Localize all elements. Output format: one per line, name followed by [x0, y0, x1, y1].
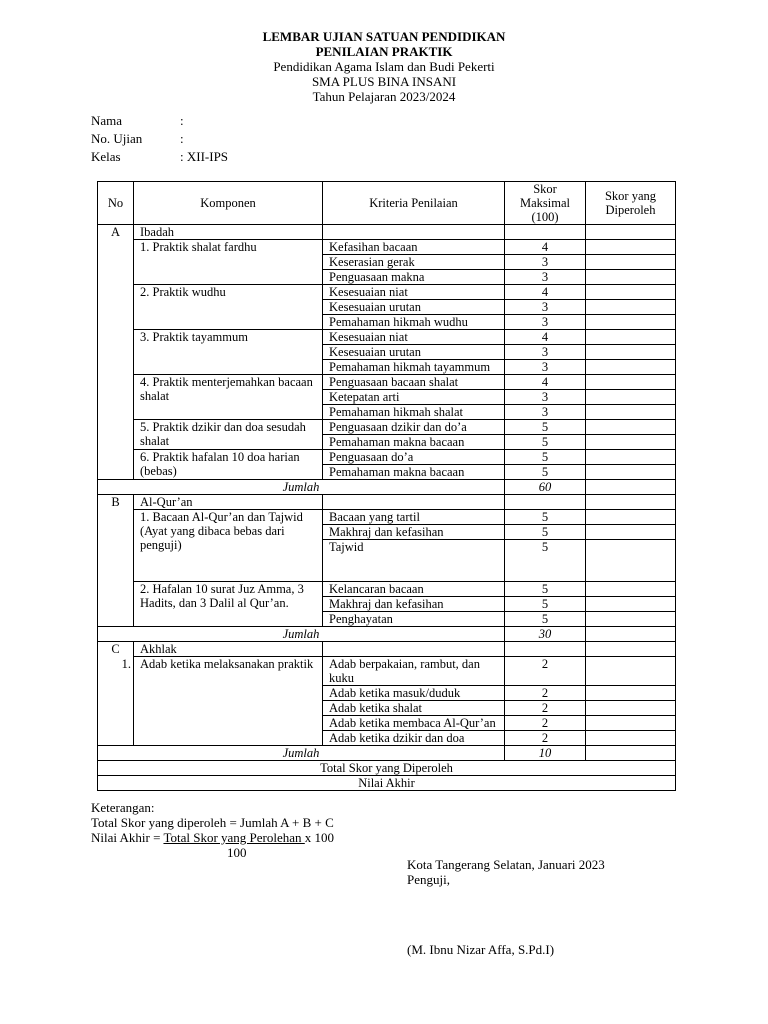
skor-max-cell: 5: [505, 597, 586, 612]
kriteria-cell: Penguasaan do’a: [323, 450, 505, 465]
score-input-cell[interactable]: [586, 746, 676, 761]
kriteria-cell: Makhraj dan kefasihan: [323, 597, 505, 612]
kriteria-cell: Penguasaan dzikir dan do’a: [323, 420, 505, 435]
notes-title: Keterangan:: [91, 800, 155, 815]
score-input-cell[interactable]: [586, 225, 676, 240]
kriteria-cell: Tajwid: [323, 540, 505, 582]
skor-max-cell: 3: [505, 405, 586, 420]
identity-block: [91, 112, 228, 166]
skor-max-cell: 2: [505, 701, 586, 716]
formula-denominator: 100: [227, 845, 247, 860]
table-cell: [323, 225, 505, 240]
komponen-cell: 6. Praktik hafalan 10 doa harian (bebas): [134, 450, 323, 480]
skor-max-cell: 5: [505, 435, 586, 450]
table-cell: [323, 495, 505, 510]
score-input-cell[interactable]: [586, 480, 676, 495]
komponen-cell: 2. Hafalan 10 surat Juz Amma, 3 Hadits, dan 3 Dalil al Qur’an.: [134, 582, 323, 627]
kriteria-cell: Kesesuaian niat: [323, 330, 505, 345]
komponen-cell: 5. Praktik dzikir dan doa sesudah shalat: [134, 420, 323, 450]
skor-max-cell: 2: [505, 657, 586, 686]
skor-max-cell: 5: [505, 612, 586, 627]
score-input-cell[interactable]: [586, 375, 676, 390]
nama-label: Nama: [91, 113, 123, 128]
kriteria-cell: Adab berpakaian, rambut, dan kuku: [323, 657, 505, 686]
table-row: [98, 270, 676, 285]
table-cell: [98, 240, 134, 465]
formula-numerator: Total Skor yang Perolehan: [163, 830, 305, 845]
section-number: B: [98, 495, 134, 510]
subtotal-label: Jumlah: [98, 627, 505, 642]
score-input-cell[interactable]: [586, 450, 676, 465]
subtotal-row: [98, 627, 676, 642]
skor-max-cell: 4: [505, 240, 586, 255]
kriteria-cell: Adab ketika membaca Al-Qur’an: [323, 716, 505, 731]
notes-formula-final: [91, 830, 334, 845]
komponen-note: (Ayat yang dibaca bebas dari penguji): [140, 524, 285, 552]
table-row: [98, 420, 676, 435]
score-input-cell[interactable]: [586, 360, 676, 375]
section-row: [98, 495, 676, 510]
notes-formula-total: Total Skor yang diperoleh = Jumlah A + B + C: [91, 815, 334, 830]
score-input-cell[interactable]: [586, 582, 676, 597]
noujian-label: No. Ujian: [91, 131, 143, 146]
formula-prefix: Nilai Akhir =: [91, 830, 164, 845]
score-input-cell[interactable]: [586, 495, 676, 510]
kriteria-cell: Penghayatan: [323, 612, 505, 627]
kriteria-cell: Adab ketika shalat: [323, 701, 505, 716]
score-input-cell[interactable]: [586, 612, 676, 627]
section-number: A: [98, 225, 134, 240]
score-input-cell[interactable]: [586, 657, 676, 686]
kriteria-cell: Pemahaman makna bacaan: [323, 465, 505, 480]
kriteria-cell: Pemahaman hikmah tayammum: [323, 360, 505, 375]
kriteria-cell: Kesesuaian niat: [323, 285, 505, 300]
section-number: C: [98, 642, 134, 657]
score-input-cell[interactable]: [586, 315, 676, 330]
score-input-cell[interactable]: [586, 510, 676, 525]
col-skor-max-header: Skor Maksimal (100): [505, 182, 586, 225]
subtotal-label: Jumlah: [98, 746, 505, 761]
col-skor-got-header: Skor yang Diperoleh: [586, 182, 676, 225]
score-input-cell[interactable]: [586, 270, 676, 285]
section-title: Akhlak: [134, 642, 323, 657]
komponen-cell: 1. Praktik shalat fardhu: [134, 240, 323, 255]
subtotal-value: 10: [505, 746, 586, 761]
table-cell: [98, 465, 134, 480]
skor-max-cell: 4: [505, 285, 586, 300]
score-input-cell[interactable]: [586, 435, 676, 450]
identity-row-noujian: [91, 130, 228, 148]
skor-max-cell: 5: [505, 525, 586, 540]
score-input-cell[interactable]: [586, 701, 676, 716]
item-number: 1.: [98, 657, 134, 746]
section-row: [98, 642, 676, 657]
table-header-row: [98, 182, 676, 225]
skor-max-cell: 2: [505, 686, 586, 701]
col-kriteria-header: Kriteria Penilaian: [323, 182, 505, 225]
subtotal-value: 30: [505, 627, 586, 642]
komponen-cell: 2. Praktik wudhu: [134, 285, 323, 330]
kelas-value: : XII-IPS: [180, 149, 229, 164]
komponen-cell: 3. Praktik tayammum: [134, 330, 323, 375]
header-year: Tahun Pelajaran 2023/2024: [312, 89, 456, 104]
skor-max-cell: 3: [505, 345, 586, 360]
kriteria-cell: Pemahaman makna bacaan: [323, 435, 505, 450]
final-score-row: [98, 776, 676, 791]
skor-max-cell: 5: [505, 582, 586, 597]
table-cell: [505, 225, 586, 240]
skor-max-cell: 3: [505, 360, 586, 375]
skor-max-cell: 4: [505, 375, 586, 390]
final-score-label: Nilai Akhir: [98, 776, 676, 791]
document-header: [0, 29, 768, 104]
table-cell: [505, 642, 586, 657]
formula-suffix: x 100: [304, 830, 335, 845]
score-input-cell[interactable]: [586, 300, 676, 315]
skor-max-cell: 3: [505, 315, 586, 330]
score-input-cell[interactable]: [586, 642, 676, 657]
signature-place-date: Kota Tangerang Selatan, Januari 2023: [407, 857, 605, 872]
header-title: LEMBAR UJIAN SATUAN PENDIDIKAN: [262, 29, 506, 44]
section-title: Al-Qur’an: [134, 495, 323, 510]
total-label: Total Skor yang Diperoleh: [98, 761, 676, 776]
assessment-table: [97, 181, 676, 791]
header-subtitle: PENILAIAN PRAKTIK: [315, 44, 453, 59]
table-row: [98, 285, 676, 300]
table-row: [98, 375, 676, 390]
skor-max-cell: 3: [505, 270, 586, 285]
subtotal-label: Jumlah: [98, 480, 505, 495]
score-input-cell[interactable]: [586, 345, 676, 360]
subtotal-row: [98, 480, 676, 495]
table-row: [98, 255, 676, 270]
kelas-label: Kelas: [91, 149, 121, 164]
score-input-cell[interactable]: [586, 731, 676, 746]
header-subject: Pendidikan Agama Islam dan Budi Pekerti: [273, 59, 495, 74]
kriteria-cell: Pemahaman hikmah shalat: [323, 405, 505, 420]
skor-max-cell: 4: [505, 330, 586, 345]
subtotal-row: [98, 746, 676, 761]
score-input-cell[interactable]: [586, 686, 676, 701]
score-input-cell[interactable]: [586, 627, 676, 642]
col-no-header: No: [98, 182, 134, 225]
kriteria-cell: Kesesuaian urutan: [323, 345, 505, 360]
header-school: SMA PLUS BINA INSANI: [311, 74, 457, 89]
komponen-text: 1. Bacaan Al-Qur’an dan Tajwid: [140, 510, 303, 524]
kriteria-cell: Adab ketika dzikir dan doa: [323, 731, 505, 746]
identity-row-kelas: [91, 148, 228, 166]
table-row: [98, 330, 676, 345]
score-input-cell[interactable]: [586, 255, 676, 270]
kriteria-cell: Kefasihan bacaan: [323, 240, 505, 255]
table-cell: [98, 510, 134, 627]
komponen-cell: 4. Praktik menterjemahkan bacaan shalat: [134, 375, 323, 420]
score-input-cell[interactable]: [586, 405, 676, 420]
score-input-cell[interactable]: [586, 240, 676, 255]
score-input-cell[interactable]: [586, 285, 676, 300]
kriteria-cell: Kelancaran bacaan: [323, 582, 505, 597]
score-input-cell[interactable]: [586, 420, 676, 435]
noujian-value: :: [180, 131, 184, 146]
table-row: [98, 450, 676, 465]
signature-role: Penguji,: [407, 872, 450, 887]
skor-max-cell: 3: [505, 255, 586, 270]
kriteria-cell: Ketepatan arti: [323, 390, 505, 405]
kriteria-cell: Penguasaan bacaan shalat: [323, 375, 505, 390]
notes-block: [91, 800, 334, 860]
table-cell: [323, 642, 505, 657]
score-input-cell[interactable]: [586, 330, 676, 345]
col-komponen-header: Komponen: [134, 182, 323, 225]
kriteria-cell: Keserasian gerak: [323, 255, 505, 270]
subtotal-value: 60: [505, 480, 586, 495]
table-row: [98, 582, 676, 597]
kriteria-cell: Penguasaan makna: [323, 270, 505, 285]
table-row: [98, 240, 676, 255]
score-input-cell[interactable]: [586, 716, 676, 731]
table-cell: [134, 255, 323, 270]
score-input-cell[interactable]: [586, 465, 676, 480]
score-input-cell[interactable]: [586, 597, 676, 612]
komponen-cell: [134, 510, 323, 582]
table-cell: [505, 495, 586, 510]
score-input-cell[interactable]: [586, 390, 676, 405]
skor-max-cell: 5: [505, 510, 586, 525]
kriteria-cell: Pemahaman hikmah wudhu: [323, 315, 505, 330]
score-input-cell[interactable]: [586, 540, 676, 582]
identity-row-nama: [91, 112, 228, 130]
signature-block: [407, 857, 605, 887]
score-input-cell[interactable]: [586, 525, 676, 540]
skor-max-cell: 3: [505, 390, 586, 405]
skor-max-cell: 5: [505, 540, 586, 582]
skor-max-cell: 2: [505, 716, 586, 731]
skor-max-cell: 5: [505, 420, 586, 435]
table-row: [98, 657, 676, 686]
kriteria-cell: Kesesuaian urutan: [323, 300, 505, 315]
section-row: [98, 225, 676, 240]
section-title: Ibadah: [134, 225, 323, 240]
signature-name: (M. Ibnu Nizar Affa, S.Pd.I): [407, 942, 555, 957]
skor-max-cell: 3: [505, 300, 586, 315]
nama-value: :: [180, 113, 184, 128]
table-cell: [134, 270, 323, 285]
kriteria-cell: Adab ketika masuk/duduk: [323, 686, 505, 701]
total-row: [98, 761, 676, 776]
skor-max-cell: 2: [505, 731, 586, 746]
table-row: [98, 510, 676, 525]
kriteria-cell: Makhraj dan kefasihan: [323, 525, 505, 540]
kriteria-cell: Bacaan yang tartil: [323, 510, 505, 525]
skor-max-cell: 5: [505, 450, 586, 465]
skor-max-cell: 5: [505, 465, 586, 480]
komponen-cell: Adab ketika melaksanakan praktik: [134, 657, 323, 746]
